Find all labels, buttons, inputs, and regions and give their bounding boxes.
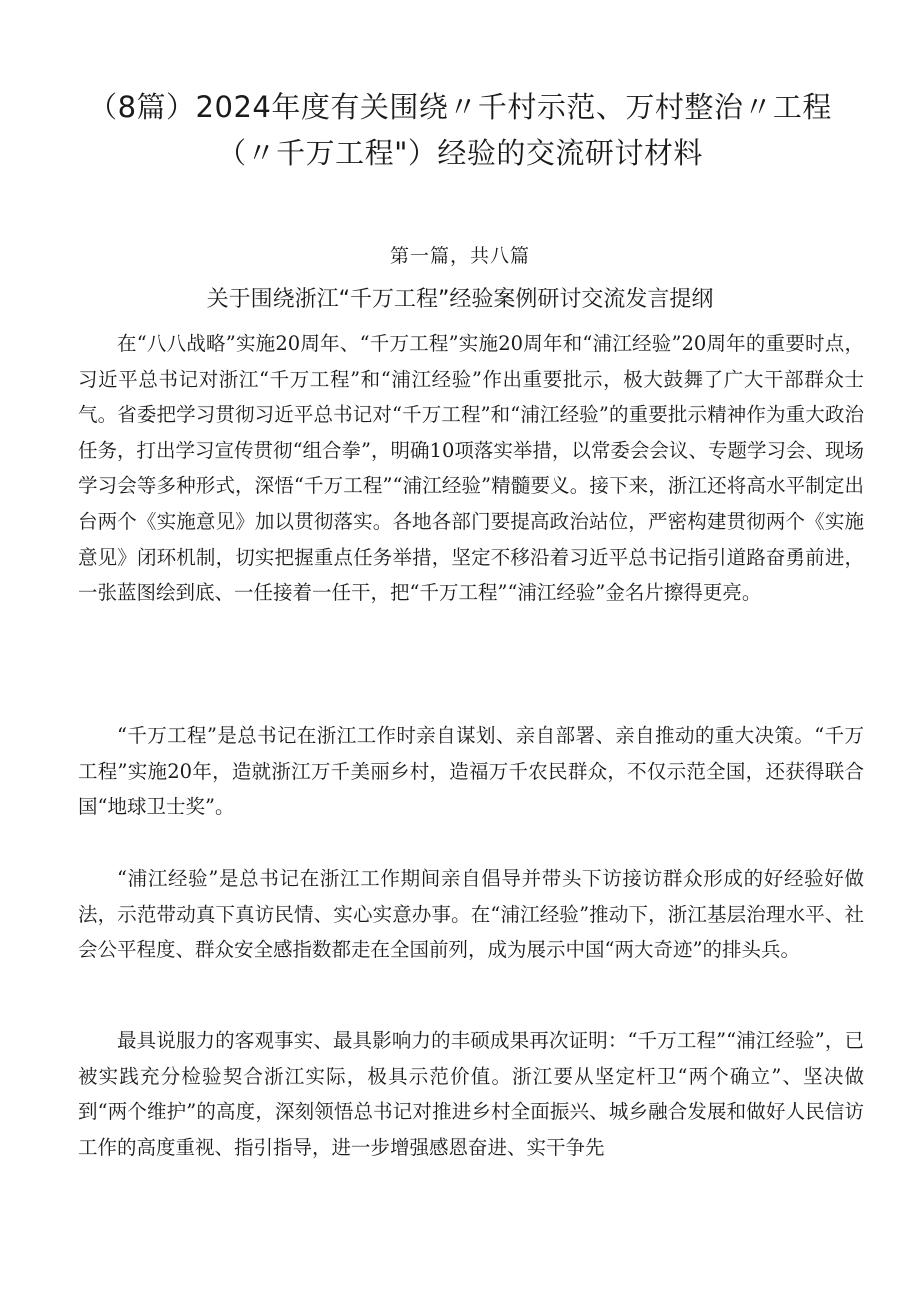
- body-paragraph-1: 在“八八战略”实施20周年、“千万工程”实施20周年和“浦江经验”20周年的重要时点，习近平总书记对浙江“千万工程”和“浦江经验”作出重要批示，极大鼓舞了广大干部群众士气。省委把学习贯彻习近平总书记对“千万工程”和“浦江经验”的重要批示精神作为重大政治任务，打出学习宣传贯彻“组合拳”，明确10项落实举措，以常委会会议、专题学习会、现场学习会等多种形式，深悟“千万工程”“浦江经验”精髓要义。接下来，浙江还将高水平制定出台两个《实施意见》加以贯彻落实。各地各部门要提高政治站位，严密构建贯彻两个《实施意见》闭环机制，切实把握重点任务举措，坚定不移沿着习近平总书记指引道路奋勇前进，一张蓝图绘到底、一任接着一任干，把“千万工程”“浦江经验”金名片擦得更亮。: [78, 332, 864, 605]
- body-paragraph-4: 最具说服力的客观事实、最具影响力的丰硕成果再次证明：“千万工程”“浦江经验”，已被实践充分检验契合浙江实际，极具示范价值。浙江要从坚定杆卫“两个确立”、坚决做到“两个维护”的高度，深刻领悟总书记对推进乡村全面振兴、城乡融合发展和做好人民信访工作的高度重视、指引指导，进一步增强感恩奋进、实干争先: [78, 1029, 864, 1159]
- section-heading: 关于围绕浙江“千万工程”经验案例研讨交流发言提纲: [206, 287, 714, 312]
- document-title-line-1: （8篇）2024年度有关围绕〃千村示范、万村整治〃工程: [88, 90, 832, 124]
- document-title-line-2: （〃千万工程"）经验的交流研讨材料: [217, 136, 703, 170]
- body-paragraph-3: “浦江经验”是总书记在浙江工作期间亲自倡导并带头下访接访群众形成的好经验好做法，示范带动真下真访民情、实心实意办事。在“浦江经验”推动下，浙江基层治理水平、社会公平程度、群众安全感指数都走在全国前列，成为展示中国“两大奇迹”的排头兵。: [78, 867, 864, 962]
- body-paragraph-2: “千万工程”是总书记在浙江工作时亲自谋划、亲自部署、亲自推动的重大决策。“千万工程”实施20年，造就浙江万千美丽乡村，造福万千农民群众，不仅示范全国，还获得联合国“地球卫士奖”。: [78, 724, 864, 819]
- section-label: 第一篇，共八篇: [389, 245, 530, 267]
- document-title: [60, 84, 860, 176]
